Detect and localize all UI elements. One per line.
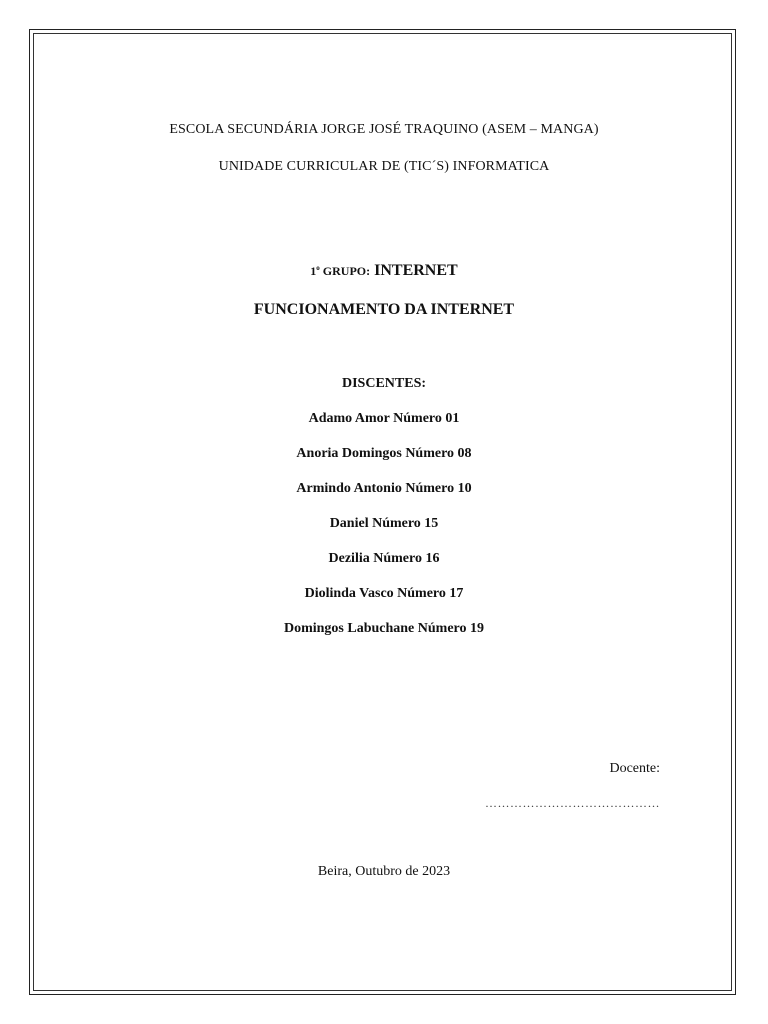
school-name: ESCOLA SECUNDÁRIA JORGE JOSÉ TRAQUINO (ASEM – MANGA) <box>169 122 599 137</box>
student-item: Anoria Domingos Número 08 <box>296 446 472 461</box>
student-item: Domingos Labuchane Número 19 <box>283 621 485 636</box>
group-number: 1 <box>310 264 317 278</box>
group-word: GRUPO: <box>319 264 371 278</box>
group-ordinal: o <box>316 264 320 272</box>
student-item: Diolinda Vasco Número 17 <box>304 586 464 601</box>
students-heading: DISCENTES: <box>341 376 427 391</box>
group-label <box>310 264 370 278</box>
student-item: Adamo Amor Número 01 <box>308 411 460 426</box>
group-topic: INTERNET <box>374 262 458 279</box>
course-name: UNIDADE CURRICULAR DE (TIC´S) INFORMATICA <box>218 159 550 174</box>
group-title <box>0 262 768 280</box>
document-title: FUNCIONAMENTO DA INTERNET <box>253 301 515 318</box>
student-item: Dezilia Número 16 <box>328 551 440 566</box>
teacher-label: Docente: <box>609 761 660 776</box>
page-border-inner <box>33 33 732 991</box>
student-item: Daniel Número 15 <box>329 516 439 531</box>
place-date: Beira, Outubro de 2023 <box>317 864 451 879</box>
teacher-signature-line: …………………………………… <box>485 796 660 810</box>
student-item: Armindo Antonio Número 10 <box>296 481 472 496</box>
